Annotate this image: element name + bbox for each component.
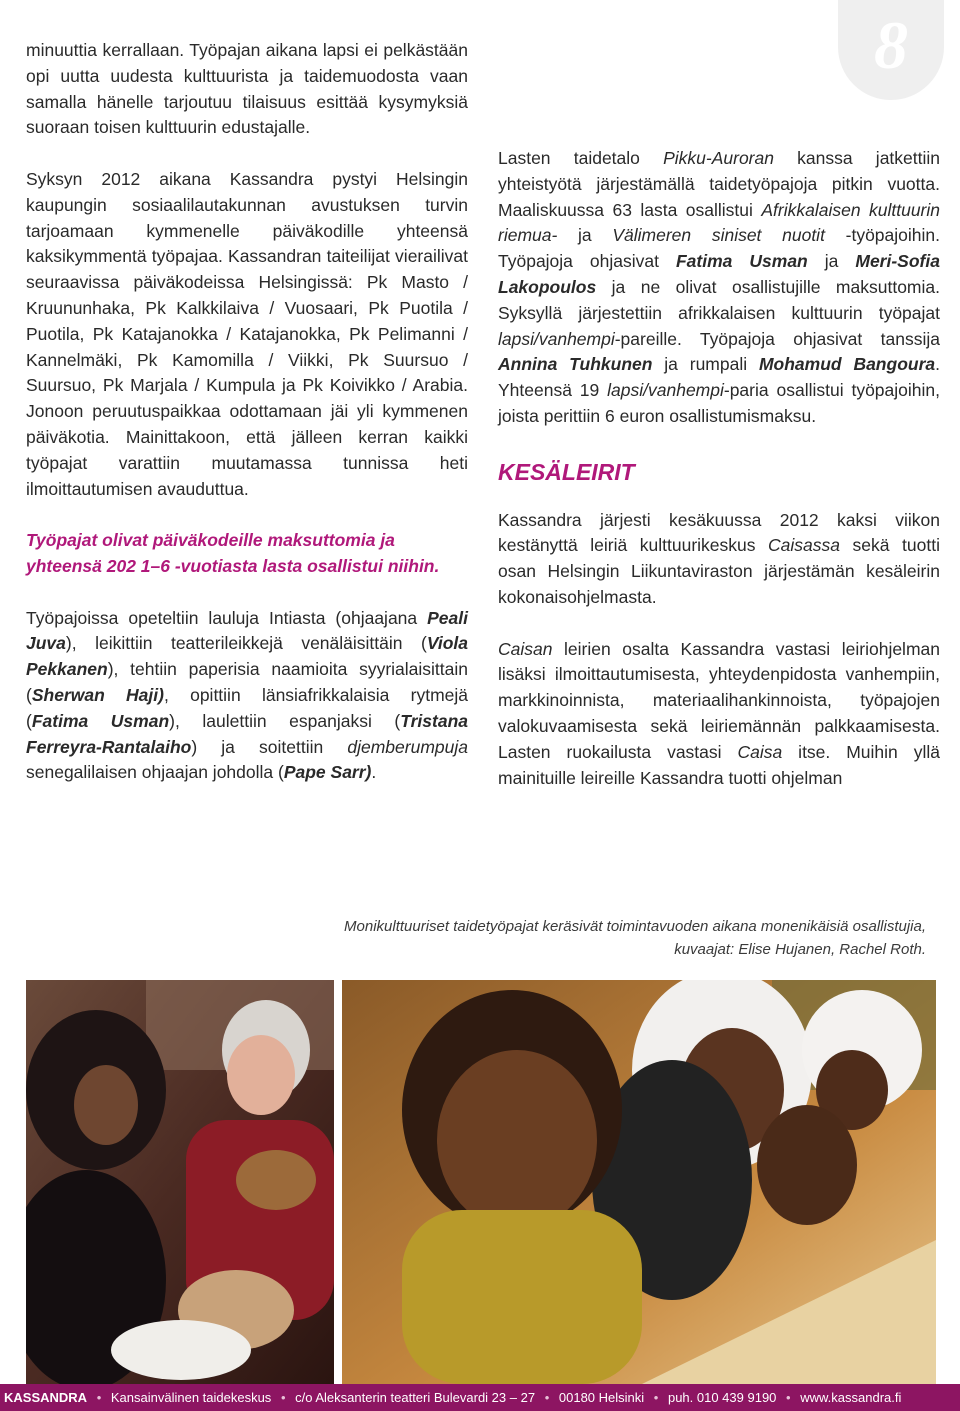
- footer-website-link[interactable]: www.kassandra.fi: [800, 1390, 902, 1405]
- right-paragraph-2: Kassandra järjesti kesäkuussa 2012 kaksi viikon kestänyttä leiriä kulttuurikeskus Caisassa sekä tuotti osan Helsingin Liikuntaviraston järjestämän kesäleirin kokonaisohjelmasta.: [498, 509, 940, 607]
- highlight-quote: Työpajat olivat päiväkodeille maksuttomia ja yhteensä 202 1–6 -vuotiasta lasta osallistui niihin.: [26, 530, 440, 576]
- section-heading-kesaleirit: KESÄLEIRIT: [498, 458, 635, 485]
- right-paragraph-3: Caisan leirien osalta Kassandra vastasi leiriohjelman lisäksi ilmoittautumisesta, yhteydenpidosta vanhempiin, markkinoinnista, materiaalihankinnoista, työpajojen valokuvaamisesta sekä leiriemännän palkkaamisesta. Lasten ruokailusta vastasi Caisa itse. Muihin yllä mainituille leireille Kassandra tuotti ohjelman: [498, 638, 940, 788]
- page-number: 8: [874, 7, 908, 83]
- footer-description: Kansainvälinen taidekeskus: [110, 1390, 272, 1405]
- footer-address: c/o Aleksanterin teatteri Bulevardi 23 – 27: [295, 1390, 536, 1405]
- caption-line-1: Monikulttuuriset taidetyöpajat keräsivät toimintavuoden aikana monenikäisiä osallistujia,: [344, 918, 926, 935]
- left-paragraph-2: Syksyn 2012 aikana Kassandra pystyi Helsingin kaupungin sosiaalilautakunnan avustuksen turvin tarjoamaan kymmenelle päiväkodille yhteensä kaksikymmentä työpajaa. Kassandran taiteilijat vierailivat seuraavissa päiväkodeissa Helsingissä: Pk Masto / Kruununhaka, Pk Kalkkilaiva / Vuosaari, Pk Puotila / Puotila, Pk Katajanokka / Katajanokka, Pk Pelimanni / Kannelmäki, Pk Kamomilla / Viikki, Pk Suursuo / Suursuo, Pk Marjala / Kumpula ja Pk Koivikko / Arabia. Jonoon peruutuspaikkaa odottamaan jäi yli kymmenen päiväkotia. Mainittakoon, että jälleen kerran kaikki työpajat varattiin muutamassa tunnissa heti ilmoittautumisen avauduttua.: [26, 168, 468, 499]
- right-column: [498, 146, 940, 791]
- footer-bar: KASSANDRA • Kansainvälinen taidekeskus • c/o Aleksanterin teatteri Bulevardi 23 – 27 • 00180 Helsinki • puh. 010 439 9190 • www.kassandra.fi: [0, 1384, 960, 1411]
- photo-workshop-adults: [26, 980, 334, 1384]
- footer-postal: 00180 Helsinki: [558, 1390, 645, 1405]
- left-paragraph-1: minuuttia kerrallaan. Työpajan aikana lapsi ei pelkästään opi uutta uudesta kulttuurista ja taidemuodosta vaan samalla hänelle tarjoutuu tilaisuus esittää kysymyksiä suoraan toisen kulttuurin edustajalle.: [26, 40, 468, 138]
- photo-caption: [286, 915, 926, 961]
- footer-phone: puh. 010 439 9190: [667, 1390, 777, 1405]
- footer-org: KASSANDRA: [4, 1390, 88, 1405]
- photo-workshop-children: [342, 980, 936, 1384]
- left-column: [26, 38, 468, 786]
- caption-line-2: kuvaajat: Elise Hujanen, Rachel Roth.: [674, 941, 926, 958]
- page-number-badge: [838, 0, 944, 100]
- left-paragraph-3: Työpajoissa opeteltiin lauluja Intiasta (ohjaajana Peali Juva), leikittiin teatterileikkejä venäläisittäin (Viola Pekkanen), tehtiin paperisia naamioita syyrialaisittain (Sherwan Haji), opittiin länsiafrikkalaisia rytmejä (Fatima Usman), laulettiin espanjaksi (Tristana Ferreyra-Rantalaiho) ja soitettiin djemberumpuja senegalilaisen ohjaajan johdolla (Pape Sarr).: [26, 607, 469, 783]
- right-paragraph-1: Lasten taidetalo Pikku-Auroran kanssa jatkettiin yhteistyötä järjestämällä taidetyöpajoja pitkin vuotta. Maaliskuussa 63 lasta osallistui Afrikkalaisen kulttuurin riemua- ja Välimeren siniset nuotit -työpajoihin. Työpajoja ohjasivat Fatima Usman ja Meri-Sofia Lakopoulos ja ne olivat osallistujille maksuttomia. Syksyllä järjestettiin afrikkalaisen kulttuurin työpajat lapsi/vanhempi-pareille. Työpajoja ohjasivat tanssija Annina Tuhkunen ja rumpali Mohamud Bangoura. Yhteensä 19 lapsi/vanhempi-paria osallistui työpajoihin, joista perittiin 6 euron osallistumismaksu.: [498, 148, 941, 426]
